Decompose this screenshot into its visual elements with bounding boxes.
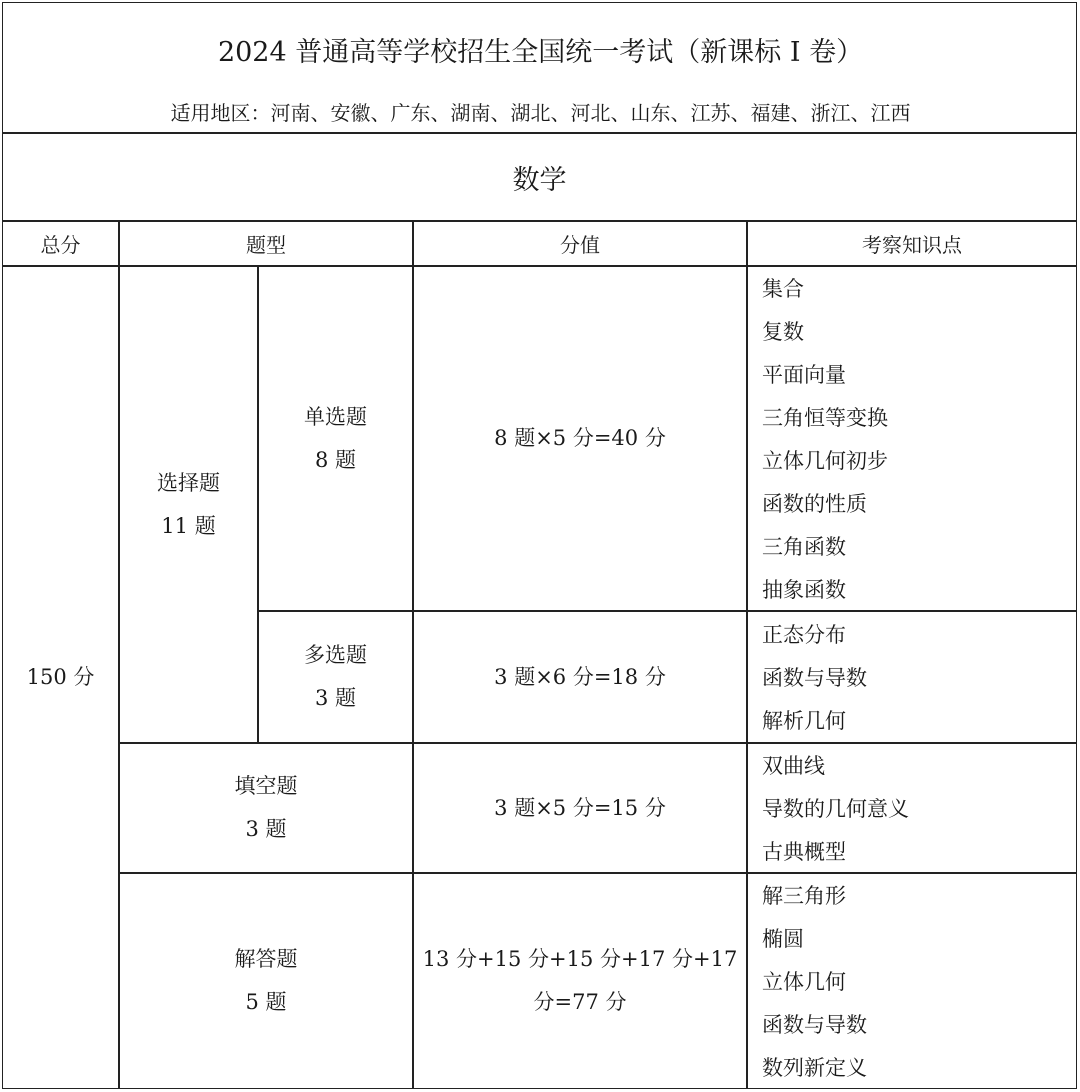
multi-name: 多选题 xyxy=(304,643,367,667)
single-topics xyxy=(747,266,1077,611)
single-name: 单选题 xyxy=(304,404,367,429)
fill-count: 3 题 xyxy=(245,817,287,841)
header-block xyxy=(2,2,1077,133)
fill-name: 填空题 xyxy=(234,774,298,798)
single-count: 8 题 xyxy=(314,447,357,472)
multi-count: 3 题 xyxy=(314,686,357,710)
topic-item: 椭圆 xyxy=(762,927,804,951)
topic-item: 函数的性质 xyxy=(762,492,867,516)
topic-item: 解析几何 xyxy=(762,709,846,733)
fill-topics xyxy=(747,743,1077,873)
multi-choice-type xyxy=(258,611,413,743)
topic-item: 函数与导数 xyxy=(762,666,867,690)
topic-item: 抽象函数 xyxy=(762,578,846,602)
topic-item: 导数的几何意义 xyxy=(762,797,909,821)
choice-count: 11 题 xyxy=(161,513,216,538)
topic-item: 集合 xyxy=(762,277,804,301)
page-title: 2024 普通高等学校招生全国统一考试（新课标 I 卷） xyxy=(217,37,864,68)
fill-score: 3 题×5 分=15 分 xyxy=(413,743,747,873)
topic-item: 三角恒等变换 xyxy=(762,406,888,430)
topic-item: 立体几何初步 xyxy=(762,449,888,473)
topic-item: 正态分布 xyxy=(762,623,846,647)
topic-item: 双曲线 xyxy=(762,754,825,778)
region-line: 适用地区：河南、安徽、广东、湖南、湖北、河北、山东、江苏、福建、浙江、江西 xyxy=(170,101,911,125)
exam-table xyxy=(2,2,1077,1089)
topic-item: 复数 xyxy=(762,320,804,344)
answer-type xyxy=(119,873,413,1089)
col-header-type: 题型 xyxy=(119,221,413,266)
topic-item: 函数与导数 xyxy=(762,1013,867,1037)
answer-topics xyxy=(747,873,1077,1089)
single-choice-type xyxy=(258,266,413,611)
topic-item: 古典概型 xyxy=(762,840,846,864)
answer-name: 解答题 xyxy=(234,947,298,971)
topic-item: 解三角形 xyxy=(762,884,846,908)
col-header-total: 总分 xyxy=(2,221,119,266)
topic-item: 数列新定义 xyxy=(762,1056,867,1080)
answer-score-line1: 13 分+15 分+15 分+17 分+17 xyxy=(422,947,738,971)
answer-count: 5 题 xyxy=(245,990,287,1014)
col-header-score: 分值 xyxy=(413,221,747,266)
total-score: 150 分 xyxy=(2,266,119,1089)
choice-group xyxy=(119,266,258,743)
topic-item: 三角函数 xyxy=(762,535,846,559)
topic-item: 平面向量 xyxy=(762,363,846,387)
subject-title: 数学 xyxy=(2,133,1077,221)
multi-topics xyxy=(747,611,1077,743)
fill-type xyxy=(119,743,413,873)
col-header-topics: 考察知识点 xyxy=(747,221,1077,266)
choice-name: 选择题 xyxy=(157,470,220,495)
topic-item: 立体几何 xyxy=(762,970,846,994)
answer-score xyxy=(413,873,747,1089)
single-score: 8 题×5 分=40 分 xyxy=(413,266,747,611)
multi-score: 3 题×6 分=18 分 xyxy=(413,611,747,743)
answer-score-line2: 分=77 分 xyxy=(533,990,627,1014)
